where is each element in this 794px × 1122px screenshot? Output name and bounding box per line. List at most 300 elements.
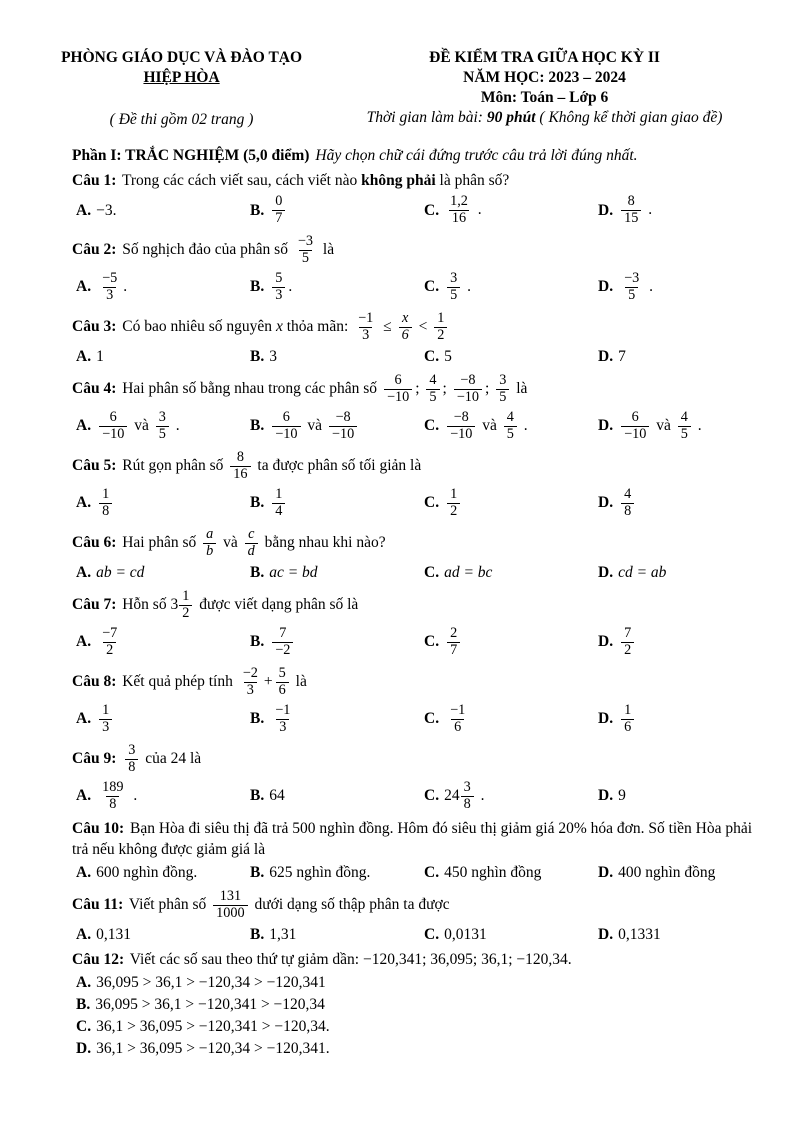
text-segment: 36,1 > 36,095 > −120,34 > −120,341. — [96, 1040, 330, 1058]
option-c — [424, 270, 598, 305]
text-segment: 36,095 > 36,1 > −120,34 > −120,341 — [96, 973, 326, 991]
denominator: 3 — [99, 719, 112, 736]
text-segment: Trong các cách viết sau, cách viết nào — [121, 171, 362, 189]
fraction — [272, 194, 285, 227]
denominator: 6 — [621, 719, 634, 736]
option-b — [250, 486, 424, 521]
text-segment: 7 — [618, 348, 626, 366]
option-letter: B. — [250, 863, 265, 881]
denominator: 8 — [106, 796, 119, 813]
question-label: Câu 8: — [72, 673, 117, 691]
question-stem — [72, 449, 766, 484]
fraction — [272, 626, 293, 659]
option-letter: C. — [424, 863, 440, 881]
question-label: Câu 7: — [72, 596, 117, 614]
text-segment: . — [171, 417, 180, 435]
subject-grade: Môn: Toán – Lớp 6 — [480, 89, 609, 107]
question-stem — [72, 888, 766, 923]
denominator: 2 — [621, 642, 634, 659]
text-segment: Có bao nhiêu số nguyên — [122, 318, 276, 336]
option-letter: C. — [76, 1018, 92, 1036]
question-label: Câu 1: — [72, 171, 117, 189]
numerator: 1 — [102, 486, 110, 503]
text-segment: . — [473, 201, 482, 219]
denominator: 2 — [179, 605, 192, 622]
text-segment: ; — [442, 380, 451, 398]
option-letter: C. — [424, 494, 440, 512]
option-letter: D. — [598, 348, 614, 366]
fraction — [245, 527, 258, 560]
question-label: Câu 5: — [72, 457, 117, 475]
text-segment: 36,1 > 36,095 > −120,341 > −120,34. — [96, 1018, 330, 1036]
option-letter: C. — [424, 278, 440, 296]
whole-number: 3 — [170, 596, 179, 614]
denominator: 4 — [272, 503, 285, 520]
option-d — [598, 409, 766, 444]
question-stem — [72, 171, 766, 192]
option-a — [76, 409, 250, 444]
option-letter: C. — [424, 633, 440, 651]
numerator: −3 — [297, 233, 314, 250]
denominator: 2 — [447, 503, 460, 520]
fraction — [461, 780, 474, 813]
option-letter: A. — [76, 633, 92, 651]
school-year: NĂM HỌC: 2023 – 2024 — [463, 69, 626, 87]
text-segment: 5 — [444, 348, 452, 366]
question-stem — [72, 233, 766, 268]
option-c — [424, 409, 598, 444]
option-a — [76, 270, 250, 305]
text-segment: . — [519, 417, 528, 435]
numerator: c — [248, 526, 255, 543]
duration-value: 90 phút — [486, 109, 536, 127]
fraction — [272, 271, 285, 304]
option-a — [76, 925, 250, 945]
numerator: 1 — [102, 702, 110, 719]
option-letter: A. — [76, 494, 92, 512]
options-row — [76, 925, 766, 945]
option-letter: A. — [76, 278, 92, 296]
option-letter: A. — [76, 973, 92, 991]
option-b — [250, 270, 424, 305]
fraction — [125, 743, 138, 776]
denominator: 3 — [272, 287, 285, 304]
denominator: 6 — [276, 682, 289, 699]
bold-text: không phải — [361, 171, 436, 189]
numerator: 7 — [624, 625, 632, 642]
numerator: 4 — [680, 409, 688, 426]
option-c — [424, 925, 598, 945]
question-3 — [72, 310, 766, 367]
denominator: 2 — [103, 642, 116, 659]
fraction — [426, 373, 439, 406]
option-letter: B. — [250, 787, 265, 805]
option-c — [424, 193, 598, 228]
questions-list — [72, 171, 766, 1062]
numerator: 3 — [463, 778, 471, 795]
option-a — [76, 863, 250, 883]
question-stem — [72, 588, 766, 623]
denominator: 8 — [99, 503, 112, 520]
option-d — [598, 925, 766, 945]
denominator: 16 — [449, 210, 469, 227]
options-row — [76, 625, 766, 660]
option-d — [76, 1039, 422, 1059]
fraction — [99, 780, 126, 813]
option-letter: C. — [424, 348, 440, 366]
numerator: 5 — [278, 665, 286, 682]
numerator: 6 — [631, 409, 639, 426]
numerator: 0 — [275, 193, 283, 210]
denominator: 3 — [244, 682, 257, 699]
fraction — [447, 271, 460, 304]
option-a — [76, 702, 250, 737]
option-a — [76, 973, 422, 993]
question-stem — [72, 742, 766, 777]
text-segment: Rút gọn phân số — [122, 457, 228, 475]
numerator: −7 — [102, 625, 118, 642]
denominator: 8 — [461, 796, 474, 813]
fraction — [329, 410, 357, 443]
fraction — [272, 487, 285, 520]
fraction — [447, 626, 460, 659]
option-c — [424, 702, 598, 737]
question-2 — [72, 233, 766, 305]
numerator: 131 — [219, 887, 242, 904]
options-row — [76, 563, 766, 583]
option-letter: D. — [598, 201, 614, 219]
text-segment: . — [123, 278, 128, 296]
option-letter: D. — [598, 633, 614, 651]
fraction — [272, 703, 293, 736]
option-letter: A. — [76, 786, 92, 804]
part1-subtitle: Hãy chọn chữ cái đứng trước câu trả lời đúng nhất. — [315, 147, 638, 165]
numerator: x — [401, 310, 409, 327]
text-segment: . — [129, 786, 138, 804]
denominator: 7 — [272, 210, 285, 227]
text-segment: −3. — [96, 201, 117, 219]
denominator: 5 — [496, 389, 509, 406]
text-segment: . — [476, 786, 485, 804]
fraction — [454, 373, 482, 406]
option-b — [250, 625, 424, 660]
numerator: −1 — [275, 702, 291, 719]
options-row — [76, 486, 766, 521]
numerator: −8 — [453, 409, 469, 426]
text-segment: 0,1331 — [618, 925, 661, 943]
option-d — [598, 347, 766, 367]
fraction — [621, 410, 649, 443]
duration-suffix: ( Không kể thời gian giao đề) — [535, 109, 723, 127]
option-d — [598, 270, 766, 305]
option-letter: A. — [76, 925, 92, 943]
text-segment: Bạn Hòa đi siêu thị đã trả 500 nghìn đồng. Hôm đó siêu thị giảm giá 20% hóa đơn. Số tiền Hòa phải trả nếu không được giảm giá là — [72, 819, 753, 858]
fraction — [99, 703, 112, 736]
fraction — [496, 373, 509, 406]
question-11 — [72, 888, 766, 945]
option-letter: A. — [76, 863, 92, 881]
denominator: −10 — [447, 426, 475, 443]
italic-text: ab = cd — [96, 564, 145, 582]
numerator: 7 — [279, 625, 287, 642]
question-4 — [72, 372, 766, 444]
text-segment: và — [478, 417, 501, 435]
fraction — [213, 889, 248, 922]
numerator: 1 — [450, 486, 458, 503]
option-letter: D. — [598, 863, 614, 881]
text-segment: và — [130, 417, 153, 435]
option-a — [76, 486, 250, 521]
text-segment: Số nghịch đảo của phân số — [122, 241, 292, 259]
question-label: Câu 2: — [72, 241, 117, 259]
denominator: 8 — [125, 759, 138, 776]
options-row — [76, 347, 766, 367]
numerator: 1 — [437, 310, 445, 327]
question-10 — [72, 819, 766, 883]
text-segment: 36,095 > 36,1 > −120,341 > −120,34 — [95, 995, 325, 1013]
denominator: 5 — [299, 250, 312, 267]
numerator: −5 — [102, 270, 118, 287]
text-segment: 625 nghìn đồng. — [269, 863, 371, 881]
denominator: 3 — [103, 287, 116, 304]
numerator: 1 — [182, 588, 190, 605]
fraction — [678, 410, 691, 443]
options-row — [76, 193, 766, 228]
option-letter: C. — [424, 564, 440, 582]
denominator: −10 — [329, 426, 357, 443]
option-b — [250, 193, 424, 228]
exam-title: ĐỀ KIỂM TRA GIỮA HỌC KỲ II — [429, 49, 660, 66]
denominator: 16 — [230, 466, 250, 483]
numerator: −1 — [358, 310, 374, 327]
option-c — [424, 863, 598, 883]
option-letter: B. — [250, 564, 265, 582]
option-b — [250, 409, 424, 444]
fraction — [240, 666, 261, 699]
text-segment: < — [414, 318, 432, 336]
option-letter: D. — [598, 564, 614, 582]
question-12 — [72, 950, 766, 1061]
numerator: a — [206, 526, 214, 543]
fraction — [447, 703, 468, 736]
whole-number: 24 — [444, 787, 460, 805]
option-b — [250, 786, 424, 806]
options-row — [76, 270, 766, 305]
option-b — [76, 995, 422, 1015]
options-row — [76, 409, 766, 444]
option-b — [250, 702, 424, 737]
option-a — [76, 563, 250, 583]
fraction — [504, 410, 517, 443]
option-letter: B. — [250, 710, 265, 728]
fraction — [447, 487, 460, 520]
option-b — [250, 863, 424, 883]
question-stem — [72, 372, 766, 407]
fraction — [99, 271, 120, 304]
text-segment: + — [263, 673, 273, 691]
italic-text: cd = ab — [618, 564, 667, 582]
numerator: 8 — [627, 193, 635, 210]
numerator: −1 — [450, 702, 466, 719]
option-d — [598, 625, 766, 660]
text-segment: ta được phân số tối giản là — [253, 457, 422, 475]
denominator: 8 — [621, 503, 634, 520]
option-d — [598, 702, 766, 737]
numerator: 1 — [275, 486, 283, 503]
option-d — [598, 486, 766, 521]
text-segment: Hai phân số — [122, 534, 201, 552]
fraction — [399, 311, 412, 344]
option-letter: D. — [598, 787, 614, 805]
denominator: 3 — [276, 719, 289, 736]
numerator: −8 — [335, 409, 351, 426]
option-letter: B. — [250, 494, 265, 512]
option-letter: A. — [76, 564, 92, 582]
numerator: 3 — [450, 270, 458, 287]
district-name: HIỆP HÒA — [143, 69, 220, 87]
text-segment: . — [644, 201, 653, 219]
text-segment: 64 — [269, 787, 285, 805]
fraction — [156, 410, 169, 443]
numerator: 3 — [128, 741, 136, 758]
text-segment: 1,31 — [269, 925, 297, 943]
denominator: 6 — [399, 327, 412, 344]
fraction — [621, 626, 634, 659]
duration-prefix: Thời gian làm bài: — [366, 109, 487, 127]
denominator: d — [245, 543, 258, 560]
denominator: 15 — [621, 210, 641, 227]
text-segment: và — [219, 534, 242, 552]
mixed-number — [170, 588, 195, 623]
question-stem — [72, 665, 766, 700]
text-segment: . — [463, 278, 471, 296]
duration-line — [323, 108, 766, 128]
text-segment: 0,0131 — [444, 925, 487, 943]
fraction — [434, 311, 447, 344]
option-a — [76, 779, 250, 814]
numerator: 1 — [624, 702, 632, 719]
option-b — [250, 563, 424, 583]
fraction — [621, 487, 634, 520]
question-stem — [72, 526, 766, 561]
options-row — [76, 973, 766, 1062]
option-c — [424, 779, 598, 814]
department-name: PHÒNG GIÁO DỤC VÀ ĐÀO TẠO — [61, 49, 303, 66]
italic-text: ac = bd — [269, 564, 318, 582]
text-segment: dưới dạng số thập phân ta được — [250, 895, 450, 913]
option-letter: D. — [598, 417, 614, 435]
fraction — [276, 666, 289, 699]
option-letter: B. — [250, 201, 265, 219]
question-stem — [72, 310, 766, 345]
denominator: b — [203, 543, 216, 560]
numerator: −2 — [242, 665, 258, 682]
numerator: 5 — [275, 270, 283, 287]
text-segment: Viết phân số — [128, 895, 211, 913]
fraction — [179, 589, 192, 622]
fraction — [295, 234, 316, 267]
option-letter: B. — [250, 278, 265, 296]
text-segment: thỏa mãn: — [282, 318, 353, 336]
fraction — [621, 271, 642, 304]
option-letter: B. — [250, 348, 265, 366]
text-segment: được viết dạng phân số là — [195, 596, 359, 614]
options-row — [76, 702, 766, 737]
denominator: −10 — [454, 389, 482, 406]
option-letter: D. — [76, 1040, 92, 1058]
option-letter: D. — [598, 278, 614, 296]
question-label: Câu 9: — [72, 749, 117, 767]
numerator: −3 — [624, 270, 640, 287]
question-stem — [72, 950, 766, 971]
denominator: 5 — [678, 426, 691, 443]
numerator: 6 — [282, 409, 290, 426]
question-label: Câu 6: — [72, 534, 117, 552]
header-left-block — [40, 48, 323, 130]
text-segment: 400 nghìn đồng — [618, 863, 716, 881]
option-letter: A. — [76, 417, 92, 435]
text-segment: 1 — [96, 348, 104, 366]
question-9 — [72, 742, 766, 814]
text-segment: . — [645, 278, 653, 296]
fraction — [355, 311, 376, 344]
option-letter: B. — [250, 417, 265, 435]
text-segment: 3 — [269, 348, 277, 366]
denominator: −10 — [384, 389, 412, 406]
option-d — [598, 563, 766, 583]
option-letter: D. — [598, 710, 614, 728]
question-label: Câu 3: — [72, 318, 117, 336]
denominator: −10 — [99, 426, 127, 443]
options-row — [76, 863, 766, 883]
question-label: Câu 11: — [72, 895, 124, 913]
option-letter: D. — [598, 494, 614, 512]
fraction — [447, 194, 471, 227]
question-stem — [72, 819, 766, 861]
option-c — [76, 1017, 422, 1037]
option-b — [250, 925, 424, 945]
fraction — [272, 410, 300, 443]
header-right-block — [323, 48, 766, 129]
fraction — [99, 410, 127, 443]
option-c — [424, 347, 598, 367]
numerator: 8 — [236, 449, 244, 466]
fraction — [99, 626, 120, 659]
text-segment: và — [303, 417, 326, 435]
text-segment: Hai phân số bằng nhau trong các phân số — [122, 380, 381, 398]
numerator: −8 — [460, 372, 476, 389]
italic-text: x — [275, 318, 283, 336]
fraction — [230, 450, 250, 483]
fraction — [447, 410, 475, 443]
text-segment: 450 nghìn đồng — [444, 863, 542, 881]
text-segment: 9 — [618, 787, 626, 805]
question-8 — [72, 665, 766, 737]
numerator: 4 — [624, 486, 632, 503]
option-a — [76, 347, 250, 367]
denominator: 5 — [504, 426, 517, 443]
options-row — [76, 779, 766, 814]
numerator: 2 — [450, 625, 458, 642]
option-d — [598, 193, 766, 228]
option-d — [598, 786, 766, 806]
denominator: 5 — [156, 426, 169, 443]
numerator: 189 — [102, 778, 124, 795]
text-segment: ; — [485, 380, 494, 398]
denominator: 1000 — [213, 905, 248, 922]
fraction — [621, 194, 641, 227]
question-7 — [72, 588, 766, 660]
